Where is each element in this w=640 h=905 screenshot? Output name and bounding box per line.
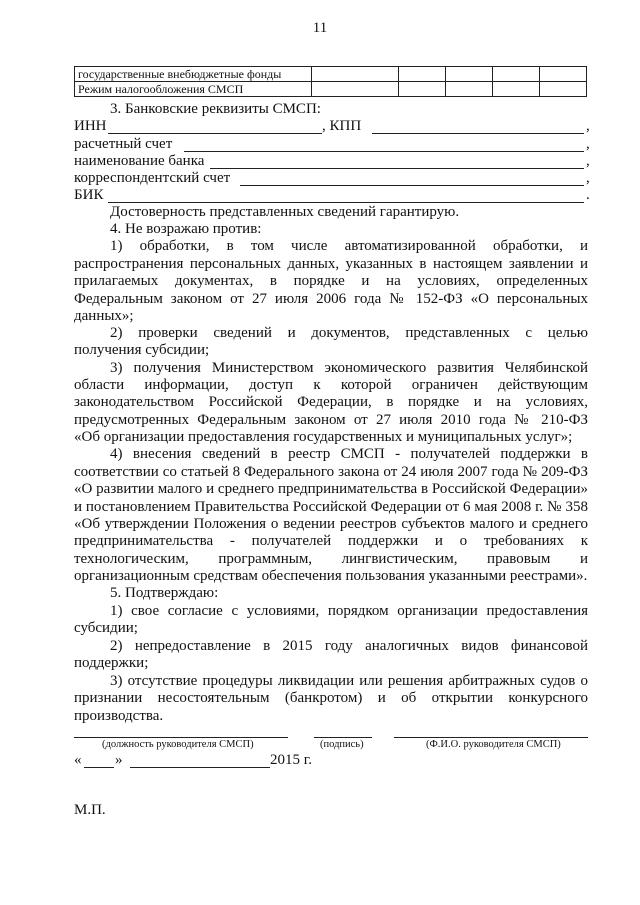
fio-field[interactable] — [394, 737, 588, 738]
signature-caption: (подпись) — [320, 739, 364, 750]
corr-account-label: корреспондентский счет — [74, 170, 231, 186]
page-number: 11 — [312, 20, 328, 36]
section3-heading: 3. Банковские реквизиты СМСП: — [110, 101, 321, 117]
kpp-label: , КПП — [322, 118, 362, 134]
bank-name-label: наименование банка — [74, 153, 205, 169]
bank-name-field[interactable] — [210, 168, 584, 169]
kpp-field[interactable] — [372, 133, 584, 134]
document-page: 11 государственные внебюджетные фонды Режим налогообложения СМСП 3. Банковские реквизиты СМСП: ИНН , КПП , расчетный счет , наименование банка , корреспондентский счет , БИК . Достоверность представленных сведений гарантирую. 4. Не возражаю против: 1) обработки, в том числе автоматизированной обработки, и распространения персональных данных, указанных в настоящем заявлении и прилагаемых документах, в порядке и на условиях, определенных Федеральным законом от 27 июля 2006 года № 152-ФЗ «О персональных данных»; 2) проверки сведений и документов, представленных с целью получения субсидии; 3) получения Министерством экономического развития Челябинской области информации, доступ к которой ограничен действующим законодательством Российской Федерации, в порядке и на условиях, предусмотренных Федеральным законом от 27 июля 2010 года № 210-ФЗ «Об организации предоставления государственных и муниципальных услуг»; 4) внесения сведений в реестр СМСП - получателей поддержки в соответствии со статьей 8 Федерального закона от 24 июля 2007 года № 209-ФЗ «О развитии малого и среднего предпринимательства в Российской Федерации» и постановлением Правительства Российской Федерации от 6 мая 2008 г. № 358 «Об утверждении Положения о ведении реестров субъектов малого и среднего предпринимательства - получателей поддержки и о требованиях к технологическим, программным, лингвистическим, правовым и организационным средствам обеспечения пользования указанными реестрами». 5. Подтверждаю: 1) свое согласие с условиями, порядком организации предоставления субсидии; 2) непредоставление в 2015 году аналогичных видов финансовой поддержки; 3) отсутствие процедуры ликвидации или решения арбитражных судов о признании несостоятельным (банкротом) и об открытии конкурсного производства. (должность руководителя СМСП) (подпись) (Ф.И.О. руководителя СМСП) « » 2015 г. М.П. — [0, 0, 640, 905]
account-label: расчетный счет — [74, 136, 173, 152]
corr-account-field[interactable] — [240, 185, 584, 186]
table-cell-label: государственные внебюджетные фонды — [75, 67, 312, 82]
position-field[interactable] — [74, 737, 288, 738]
position-caption: (должность руководителя СМСП) — [102, 739, 254, 750]
fio-caption: (Ф.И.О. руководителя СМСП) — [426, 739, 561, 750]
inn-field[interactable] — [108, 133, 322, 134]
inn-label: ИНН — [74, 118, 107, 134]
guarantee-text: Достоверность представленных сведений гарантирую. — [110, 204, 460, 220]
date-month-field[interactable] — [130, 767, 270, 768]
table-row — [75, 82, 587, 97]
account-field[interactable] — [184, 151, 584, 152]
table-cell-label: Режим налогообложения СМСП — [75, 82, 312, 97]
date-open-quote: « — [74, 752, 82, 768]
table-row — [75, 67, 587, 82]
date-day-field[interactable] — [84, 767, 114, 768]
section5-heading: 5. Подтверждаю: — [110, 585, 219, 601]
date-year: 2015 г. — [270, 752, 312, 768]
date-close-quote: » — [115, 752, 123, 768]
signature-field[interactable] — [314, 737, 372, 738]
section4-heading: 4. Не возражаю против: — [110, 221, 262, 237]
bik-label: БИК — [74, 187, 104, 203]
form-table — [74, 66, 587, 97]
stamp-label: М.П. — [74, 802, 106, 818]
bik-field[interactable] — [108, 202, 584, 203]
